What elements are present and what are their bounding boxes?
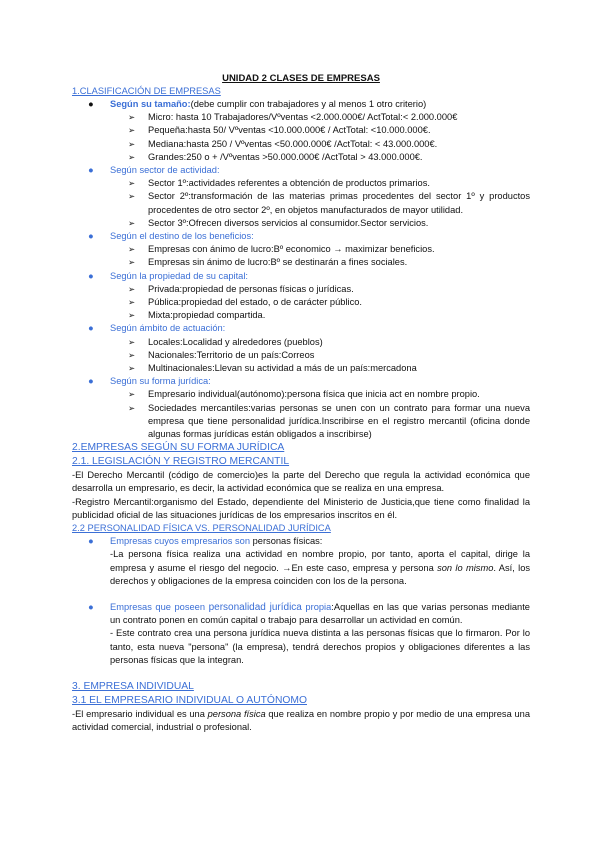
- item-sector-3: ➢ Sector 3º:Ofrecen diversos servicios al consumidor.Sector servicios.: [72, 217, 530, 230]
- item-sector-2: ➢ Sector 2º:transformación de las materias primas procedentes del sector 1º y productos procedentes de otro sector 2º, en objetos manufacturados de mayor utilidad.: [128, 191, 530, 215]
- bullet-sector: [72, 164, 530, 177]
- arrow-icon: ➢: [128, 244, 136, 255]
- arrow-icon: ➢: [128, 151, 136, 162]
- spacer: [72, 667, 530, 680]
- heading-empresario-autonomo: 3.1 EL EMPRESARIO INDIVIDUAL O AUTÓNOMO: [72, 694, 307, 706]
- bullet-personalidad-juridica: ● Empresas que poseen personalidad jurídica propia:Aquellas en las que varias personas mediante un contrato ponen en común capital o trabajo para desarrollar un actividad en común.: [88, 601, 530, 626]
- bullet-icon: ●: [88, 601, 94, 612]
- item-propiedad-1: ➢ Privada:propiedad de personas físicas o jurídicas.: [72, 283, 530, 296]
- item-grandes: ➢ Grandes:250 o + /Vºventas >50.000.000€ /ActTotal > 43.000.000€.: [72, 151, 530, 164]
- label-ambito: Según ámbito de actuación:: [110, 323, 226, 334]
- arrow-icon: ➢: [128, 191, 136, 202]
- item-micro: ➢ Micro: hasta 10 Trabajadores/Vºventas <2.000.000€/ ActTotal:< 2.000.000€: [72, 111, 530, 124]
- arrow-icon: ➢: [128, 217, 136, 228]
- bullet-icon: ●: [88, 323, 94, 334]
- item-ambito-2: ➢ Nacionales:Territorio de un país:Correos: [72, 349, 530, 362]
- item-propiedad-2: ➢ Pública:propiedad del estado, o de carácter público.: [72, 296, 530, 309]
- arrow-icon: ➢: [128, 283, 136, 294]
- paragraph-registro-mercantil: -Registro Mercantil:organismo del Estado, dependiente del Ministerio de Justicia,que tiene como finalidad la publicidad oficial de las situaciones jurídicas de los empresarios inscritos en él.: [72, 496, 530, 520]
- heading-clasificacion: 1.CLASIFICACIÓN DE EMPRESAS: [72, 86, 221, 96]
- label-sector: Según sector de actividad:: [110, 165, 220, 176]
- item-propiedad-3: ➢ Mixta:propiedad compartida.: [72, 309, 530, 322]
- bullet-ambito: [72, 322, 530, 335]
- arrow-icon: ➢: [128, 138, 136, 149]
- item-ambito-1: ➢ Locales:Localidad y alrededores (pueblos): [72, 336, 530, 349]
- spacer: [72, 588, 530, 601]
- bullet-icon: ●: [88, 99, 94, 109]
- item-mediana: ➢ Mediana:hasta 250 / Vºventas <50.000.000€ /ActTotal: < 43.000.000€.: [72, 138, 530, 151]
- page-title: UNIDAD 2 CLASES DE EMPRESAS: [222, 73, 380, 84]
- arrow-icon: ➢: [128, 349, 136, 360]
- heading-empresa-individual: 3. EMPRESA INDIVIDUAL: [72, 680, 194, 692]
- bullet-destino: [72, 230, 530, 243]
- bullet-icon: ●: [88, 536, 94, 547]
- label-forma: Según su forma jurídica:: [110, 376, 211, 387]
- arrow-icon: ➢: [128, 336, 136, 347]
- label-destino: Según el destino de los beneficios:: [110, 231, 254, 242]
- arrow-icon: ➢: [128, 310, 136, 321]
- item-destino-2: ➢ Empresas sin ánimo de lucro:Bº se destinarán a fines sociales.: [72, 256, 530, 269]
- item-forma-2: ➢ Sociedades mercantiles:varias personas se unen con un contrato para formar una nueva empresa que tiene personalidad jurídica.Inscribirse en el registro mercantil (oficina donde algunas formas jurídicas están obligados a inscribirse): [128, 402, 530, 440]
- arrow-icon: ➢: [128, 297, 136, 308]
- heading-personalidad: 2.2 PERSONALIDAD FÍSICA VS. PERSONALIDAD JURÍDICA: [72, 523, 331, 534]
- bullet-icon: ●: [88, 376, 94, 387]
- arrow-icon: ➢: [128, 363, 136, 374]
- bullet-personas-fisicas: ● Empresas cuyos empresarios son personas físicas:: [72, 535, 530, 548]
- bullet-icon: ●: [88, 165, 94, 176]
- paragraph-persona-fisica: -La persona física realiza una actividad en nombre propio, por tanto, aporta el capital, dirige la empresa y asume el riesgo del negocio. →En este caso, empresa y persona son lo mismo. Así, los derechos y obligaciones de la empresa coinciden con los de la persona.: [110, 549, 531, 586]
- label-tamano: Según su tamaño:: [110, 99, 191, 109]
- label-propiedad: Según la propiedad de su capital:: [110, 270, 249, 281]
- arrow-icon: ➢: [128, 257, 136, 268]
- item-sector-1: ➢ Sector 1º:actividades referentes a obtención de productos primarios.: [72, 177, 530, 190]
- bullet-tamano: [72, 98, 530, 111]
- bullet-forma: [72, 375, 530, 388]
- arrow-icon: ➢: [128, 125, 136, 136]
- arrow-icon: ➢: [128, 389, 136, 400]
- heading-forma-juridica: 2.EMPRESAS SEGÚN SU FORMA JURÍDICA: [72, 442, 285, 454]
- item-ambito-3: ➢ Multinacionales:Llevan su actividad a más de un país:mercadona: [72, 362, 530, 375]
- arrow-icon: ➢: [128, 178, 136, 189]
- bullet-icon: ●: [88, 231, 94, 242]
- paragraph-derecho-mercantil: -El Derecho Mercantil (código de comercio)es la parte del Derecho que regula la actividad económica que desarrolla un empresario, es decir, la actividad económica que se realiza en una empresa.: [72, 470, 530, 494]
- item-destino-1: ➢ Empresas con ánimo de lucro:Bº economico → maximizar beneficios.: [72, 243, 530, 256]
- paragraph-contrato-persona-juridica: - Este contrato crea una persona jurídica nueva distinta a las personas físicas que lo firmaron. Por lo tanto, esta nueva "persona" (la empresa), tendrá derechos propios y obligaciones diferentes a las personas físicas que la integran.: [110, 628, 530, 665]
- heading-legislacion: 2.1. LEGISLACIÓN Y REGISTRO MERCANTIL: [72, 456, 290, 468]
- paragraph-empresario-individual: -El empresario individual es una persona física que realiza en nombre propio y por medio de una empresa una actividad comercial, industrial o profesional.: [72, 708, 530, 733]
- document-body: [72, 72, 530, 734]
- note-tamano: (debe cumplir con trabajadores y al menos 1 otro criterio): [190, 99, 427, 109]
- arrow-icon: ➢: [128, 402, 136, 413]
- arrow-icon: ➢: [128, 112, 136, 123]
- item-forma-1: ➢ Empresario individual(autónomo):persona física que inicia act en nombre propio.: [72, 388, 530, 401]
- item-pequena: ➢ Pequeña:hasta 50/ Vºventas <10.000.000€ / ActTotal: <10.000.000€.: [72, 124, 530, 137]
- bullet-icon: ●: [88, 270, 94, 281]
- bullet-propiedad: [72, 270, 530, 283]
